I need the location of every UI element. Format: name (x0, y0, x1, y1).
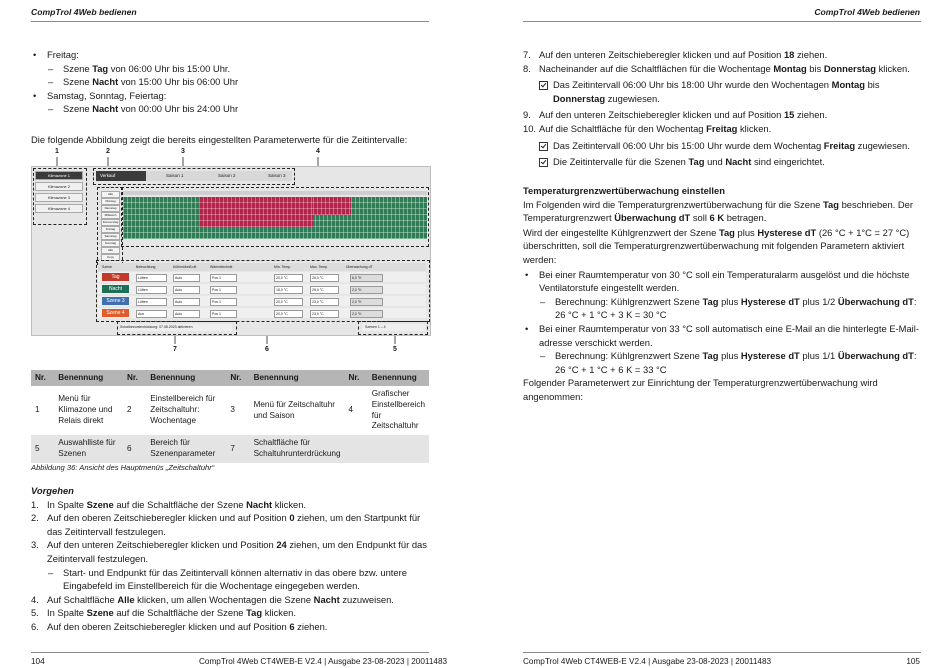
step-number: 6. (31, 620, 39, 632)
step-6 (31, 620, 431, 634)
scene-button-nacht[interactable]: Nacht (102, 285, 129, 293)
day-button-samstag[interactable]: Samstag (101, 233, 120, 240)
step-1 (31, 498, 431, 512)
cell: Menü für Klimazone und Relais direkt (58, 394, 113, 425)
bold-text: Nacht (246, 498, 273, 510)
param-field[interactable]: Auto (173, 274, 200, 282)
callout-frame-5 (358, 321, 428, 335)
text: plus (718, 350, 741, 362)
callout-frame-7 (117, 321, 237, 335)
bold-text: 0 (289, 512, 295, 524)
text: klicken. (272, 498, 307, 510)
checkbox-icon (539, 81, 548, 90)
step-5 (31, 606, 431, 620)
bold-text: Freitag (706, 122, 738, 134)
col-header: Nr. (31, 370, 54, 386)
cell: 6 (123, 435, 146, 463)
param-field[interactable]: Lüften (136, 298, 167, 306)
text: ziehen, um den Startpunkt für das Zeitintervall festzulegen. (47, 512, 421, 537)
param-field[interactable]: 18,0 °C (274, 286, 303, 294)
cell: Bereich für Szenenparameter (146, 435, 226, 463)
callout-frame-2 (97, 187, 123, 265)
bold-text: Hysterese dT (740, 295, 800, 307)
param-header: Überwachung dT (346, 265, 373, 269)
bold-text: Tag (92, 62, 109, 74)
text: ziehen. (294, 620, 328, 632)
day-button-mittwoch[interactable]: Mittwoch (101, 212, 120, 219)
text: Auf den unteren Zeitschieberegler klicken und Position (47, 539, 277, 551)
bullet-weekend (31, 89, 431, 103)
bold-text: Nacht (725, 156, 752, 168)
callout-frame-6 (96, 260, 430, 322)
bold-text: 18 (783, 49, 795, 60)
scene-button-3[interactable]: Szene 3 (102, 297, 129, 305)
header-divider (31, 21, 429, 22)
timer-screen (31, 166, 431, 336)
table-row (31, 435, 429, 463)
param-field[interactable]: 2,0 °K (350, 310, 383, 318)
text: plus (734, 226, 758, 238)
table-row (31, 386, 429, 435)
bullet-friday (31, 48, 431, 62)
bold-text: Alle (117, 593, 135, 605)
step-4 (31, 593, 431, 607)
cell (368, 435, 429, 463)
param-header: Szene (102, 265, 112, 269)
step-3-note: – Start- und Endpunkt für das Zeitintervall können alternativ in das obere bzw. untere Eingabefeld im Einstellbereich für die Wochentage eingegeben werden. (31, 566, 431, 593)
callout-2: 2 (106, 148, 110, 155)
page-number: 105 (906, 657, 920, 666)
text: In Spalte (47, 498, 87, 510)
col-header: Nr. (226, 370, 249, 386)
param-field[interactable]: Lüften (136, 274, 167, 282)
step-number: 4. (31, 593, 39, 605)
bold-text: Tag (246, 607, 263, 619)
bold-text: Montag (773, 62, 807, 74)
procedure (31, 484, 431, 634)
climate-zone-4-button[interactable]: Klimazone 4 (35, 204, 83, 213)
param-field[interactable]: Auto (173, 298, 200, 306)
day-button-donnerstag[interactable]: Donnerstag (102, 220, 119, 224)
cell (344, 435, 367, 463)
param-field[interactable]: 2,0 °K (350, 286, 383, 294)
climate-zone-2-button[interactable]: Klimazone 2 (35, 182, 83, 191)
text: bis (806, 62, 824, 74)
step-8 (523, 62, 923, 76)
step-number: 2. (31, 512, 39, 524)
text: Berechnung: Kühlgrenzwert Szene (555, 295, 703, 307)
figure-intro: Die folgende Abbildung zeigt die bereits eingestellten Parameterwerte für die Zeitintervalle: (31, 134, 408, 145)
footer-text: CompTrol 4Web CT4WEB-E V2.4 | Ausgabe 23-08-2023 | 20011483 (523, 657, 772, 666)
step-9 (523, 108, 923, 122)
text: Szene (63, 62, 93, 74)
param-field[interactable]: Pos 1 (210, 310, 237, 318)
text: : 26 °C + 1 °C + 3 K = 30 °C (555, 295, 917, 321)
bullet-label: Freitag: (47, 49, 79, 60)
param-field[interactable]: 23,0 °C (310, 310, 339, 318)
param-header: Min. Temp. (274, 265, 292, 269)
text: plus (718, 295, 741, 307)
text: und (704, 156, 726, 168)
text: zuzuweisen. (339, 593, 394, 605)
bold-text: Freitag (823, 139, 856, 151)
day-button-sonntag[interactable]: Sonntag (101, 240, 120, 247)
text: Die Zeitintervalle für die Szenen (553, 156, 689, 168)
bold-text: 6 K (709, 212, 725, 224)
text: In Spalte (47, 607, 87, 619)
bold-text: Überwachung dT (837, 350, 914, 362)
cell: 3 (230, 405, 235, 415)
param-field[interactable]: 20,0 °C (274, 298, 303, 306)
text: Auf den oberen Zeitschieberegler klicken und auf Position (47, 620, 290, 632)
bold-text: Szene (86, 607, 114, 619)
bullet-label: Samstag, Sonntag, Feiertag: (47, 89, 167, 101)
text: plus 1/1 (799, 350, 838, 362)
bold-text: Tag (702, 350, 719, 362)
paragraph-2 (523, 226, 923, 267)
timer-override-button[interactable]: Schaltuhrunterdrückung: 07.08.2023 aktivieren (120, 324, 232, 331)
page-number: 104 (31, 657, 45, 666)
text: zugewiesen. (855, 139, 910, 151)
text: auf die Schaltfläche der Szene (113, 498, 247, 510)
text: von 15:00 Uhr bis 06:00 Uhr (118, 76, 239, 88)
param-field[interactable]: 2,0 °K (350, 298, 383, 306)
result-step-10a (523, 139, 923, 153)
cell: 4 (348, 405, 354, 415)
text: Szene (63, 103, 93, 115)
calc-alarm (523, 295, 923, 322)
param-field[interactable]: 6,0 °K (350, 274, 383, 282)
text: von 00:00 Uhr bis 24:00 Uhr (118, 103, 239, 115)
text: Auf den unteren Zeitschieberegler klicken und auf Position (539, 49, 784, 60)
footer-text: CompTrol 4Web CT4WEB-E V2.4 | Ausgabe 23-08-2023 | 20011483 (199, 657, 448, 666)
param-field[interactable]: 26,0 °C (310, 274, 339, 282)
bold-text: Tag (688, 156, 705, 168)
bold-text: Donnerstag (553, 92, 606, 104)
bullet-alarm: • Bei einer Raumtemperatur von 30 °C soll ein Temperaturalarm ausgelöst und die höchste Ventilatorstufe eingestellt werden. (523, 268, 923, 295)
col-header: Nr. (123, 370, 146, 386)
text: sind eingerichtet. (751, 156, 825, 168)
step-number: 8. (523, 62, 531, 74)
tab-saison-3[interactable]: Saison 3 (268, 173, 286, 178)
bold-text: Überwachung dT (614, 212, 691, 224)
step-number: 5. (31, 607, 39, 619)
climate-zone-3-button[interactable]: Klimazone 3 (35, 193, 83, 202)
text: Auf Schaltfläche (47, 593, 118, 605)
param-field[interactable]: 20,0 °C (274, 274, 303, 282)
cell: Einstellbereich für Zeitschaltuhr: Wochentage (150, 394, 216, 425)
timer-menu-figure (31, 148, 429, 358)
cell: Grafischer Einstellbereich für Zeitschaltuhr (371, 389, 425, 431)
cell: 2 (126, 405, 132, 415)
step-2 (31, 511, 431, 538)
col-header: Nr. (344, 370, 367, 386)
cell: Schaltfläche für Schaltuhrunterdrückung (250, 435, 345, 463)
climate-zone-1-button[interactable]: Klimazone 1 (35, 171, 83, 180)
text: Wird der eingestellte Kühlgrenzwert der Szene (523, 226, 719, 238)
procedure-continued (523, 48, 923, 172)
sub-item (31, 62, 431, 76)
bold-text: Szene (86, 498, 114, 510)
param-header: Kühlmöbel/Luft (173, 265, 197, 269)
bold-text: Nacht (313, 593, 340, 605)
text: ziehen. (794, 49, 828, 60)
bold-text: 15 (783, 109, 795, 121)
text: plus 1/2 (799, 295, 838, 307)
section-title: Temperaturgrenzwertüberwachung einstellen (523, 185, 725, 196)
bold-text: Hysterese dT (757, 226, 817, 238)
page-header: CompTrol 4Web bedienen (31, 7, 137, 17)
bold-text: Überwachung dT (837, 295, 914, 307)
step-3 (31, 538, 431, 565)
callout-6: 6 (265, 346, 269, 353)
text: Das Zeitintervall 06:00 Uhr bis 15:00 Uhr wurde dem Wochentag (553, 139, 824, 151)
text: klicken, um allen Wochentagen die Szene (134, 593, 314, 605)
bold-text: Donnerstag (823, 62, 876, 74)
text: Nacheinander auf die Schaltflächen für die Wochentage (539, 62, 774, 74)
col-header: Benennung (54, 370, 123, 386)
text: von 06:00 Uhr bis 15:00 Uhr. (108, 62, 231, 74)
callout-5: 5 (393, 346, 397, 353)
text: : 26 °C + 1 °C + 6 K = 33 °C (555, 350, 917, 375)
checkbox-icon (539, 142, 548, 151)
param-header: Beleuchtung (136, 265, 156, 269)
bold-text: Tag (823, 198, 839, 210)
col-header: Benennung (146, 370, 226, 386)
callout-4: 4 (316, 148, 320, 155)
tab-verkauf[interactable]: Verkauf (96, 171, 146, 181)
text: ziehen. (794, 109, 828, 121)
step-10 (523, 122, 923, 136)
text: Das Zeitintervall 06:00 Uhr bis 18:00 Uhr wurde den Wochentagen (553, 79, 832, 91)
footer-divider (31, 652, 429, 653)
legend-table (31, 370, 429, 463)
text: Szene (63, 76, 93, 88)
text: klicken. (737, 122, 772, 134)
result-step-10b (523, 155, 923, 169)
col-header: Benennung (368, 370, 429, 386)
param-field[interactable]: Auto (173, 310, 200, 318)
step-7 (523, 48, 923, 62)
text: auf die Schaltfläche der Szene (113, 607, 247, 619)
param-field[interactable]: Lüften (136, 286, 167, 294)
bold-text: Nacht (92, 103, 119, 115)
figure-caption: Abbildung 36: Ansicht des Hauptmenüs „Zeitschaltuhr“ (31, 463, 215, 472)
footer-divider (523, 652, 921, 653)
param-field[interactable]: Aus (136, 310, 167, 318)
day-button-freitag[interactable]: Freitag (101, 226, 120, 233)
cell: 7 (226, 435, 249, 463)
bold-text: Montag (831, 79, 865, 91)
text: Auf die Schaltfläche für den Wochentag (539, 122, 707, 134)
text: klicken. (875, 62, 910, 74)
tab-saison-1[interactable]: Saison 1 (166, 173, 184, 178)
procedure-title: Vorgehen (31, 485, 74, 496)
callout-1: 1 (55, 148, 59, 155)
callout-7: 7 (173, 346, 177, 353)
bold-text: 6 (289, 620, 295, 632)
text: (26 °C + 1°C = 27 °C) überschritten, soll die Temperaturgrenzwertüberwachung mit folgenden Parametern aktiviert werden: (523, 226, 910, 265)
step-number: 1. (31, 498, 39, 510)
text: soll (690, 212, 710, 224)
sub-item (31, 75, 431, 89)
text: Im Folgenden wird die Temperaturgrenzwertüberwachung für die Szene (523, 198, 823, 210)
sub-item (31, 102, 431, 116)
step-number: 9. (523, 109, 531, 121)
callout-frame-1 (33, 168, 87, 225)
param-header: Wärmetechnik (210, 265, 233, 269)
legend-header-row (31, 370, 429, 386)
right-page (475, 0, 950, 668)
cell: Menü für Zeitschaltuhr und Saison (253, 399, 336, 420)
result-step-8 (523, 78, 923, 105)
param-field[interactable]: 20,0 °C (274, 310, 303, 318)
day-button-dienstag[interactable]: Dienstag (101, 205, 120, 212)
param-field[interactable]: Pos 1 (210, 274, 237, 282)
text: Auf den unteren Zeitschieberegler klicken und auf Position (539, 109, 784, 121)
header-divider (523, 21, 921, 22)
bold-text: Tag (718, 226, 735, 238)
day-button-alle-2[interactable]: Alle (101, 247, 120, 254)
bold-text: Nacht (92, 76, 119, 88)
text: Auf den oberen Zeitschieberegler klicken und auf Position (47, 512, 290, 524)
day-button-alle[interactable]: Alle (101, 191, 120, 198)
step-number: 7. (523, 49, 531, 60)
scene-button-4[interactable]: Szene 4 (102, 309, 129, 317)
cell: 1 (35, 405, 40, 415)
col-header: Benennung (250, 370, 345, 386)
scene-selection-list[interactable]: Szenen 1 – 4 (362, 324, 425, 331)
callout-3: 3 (181, 148, 185, 155)
text: betragen. (724, 212, 767, 224)
bold-text: Tag (702, 295, 719, 307)
scene-button-tag[interactable]: Tag (102, 273, 129, 281)
day-button-copy[interactable]: Copy (101, 254, 120, 261)
text: bis (864, 79, 880, 91)
checkbox-icon (539, 158, 548, 167)
bullet-email: • Bei einer Raumtemperatur von 33 °C soll automatisch eine E-Mail an die hinterlegte E-Mail-adresse verschickt werden. (523, 322, 923, 349)
text: beschrieben. Der Temperaturgrenzwert (523, 198, 913, 224)
param-field[interactable]: Auto (173, 286, 200, 294)
schedule-bullets (31, 48, 431, 116)
text: zugewiesen. (605, 92, 660, 104)
param-header: Max. Temp. (310, 265, 329, 269)
tab-saison-2[interactable]: Saison 2 (218, 173, 236, 178)
page-header: CompTrol 4Web bedienen (814, 7, 920, 17)
text: ziehen, um den Endpunkt für das Zeitintervall festzulegen. (47, 539, 427, 564)
paragraph-1 (523, 198, 923, 225)
cell: 5 (31, 435, 54, 463)
bold-text: Hysterese dT (740, 350, 800, 362)
param-field[interactable]: 25,0 °C (310, 286, 339, 294)
step-number: 10. (523, 122, 537, 134)
param-field[interactable]: Pos 1 (210, 286, 237, 294)
bold-text: 24 (276, 539, 287, 551)
calc-email (523, 349, 923, 376)
text: Berechnung: Kühlgrenzwert Szene (555, 350, 703, 362)
temperature-section (523, 184, 923, 376)
text: klicken. (262, 607, 296, 619)
callout-frame-4 (121, 187, 429, 247)
callout-frame-3 (93, 168, 295, 185)
closing-paragraph: Folgender Parameterwert zur Einrichtung der Temperaturgrenzwertüberwachung wird angenommen: (523, 377, 878, 402)
param-field[interactable]: 23,0 °C (310, 298, 339, 306)
cell: Auswahlliste für Szenen (54, 435, 123, 463)
day-button-montag[interactable]: Montag (101, 198, 120, 205)
param-field[interactable]: Pos 1 (210, 298, 237, 306)
step-number: 3. (31, 539, 39, 551)
